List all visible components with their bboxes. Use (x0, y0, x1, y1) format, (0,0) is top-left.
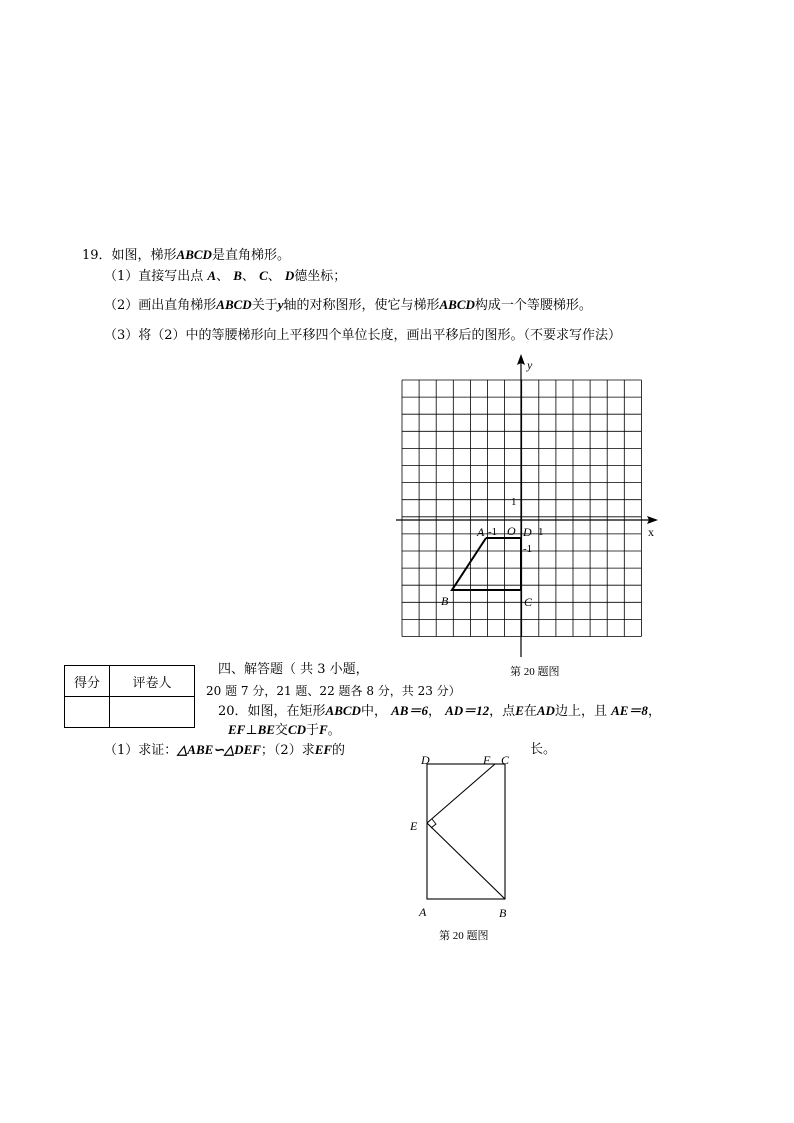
fig20-caption: 第 20 题图 (439, 930, 489, 942)
q19-point-b: B (233, 268, 242, 283)
q20-e: E (515, 703, 524, 718)
q19-sep-2: 、 (241, 269, 255, 284)
q20-perp-symbol: ⊥ (245, 723, 258, 738)
q20-be: BE (257, 722, 275, 737)
x-axis-label: x (648, 525, 654, 539)
q19-head-tail: 是直角梯形。 (211, 248, 290, 263)
q20-f: F (319, 722, 328, 737)
q20-ab: AB＝6 (391, 703, 428, 718)
q20-line1 (218, 703, 661, 720)
q19-trapezoid-name: ABCD (176, 247, 212, 262)
q19-p2-prefix: （2）画出直角梯形 (104, 298, 217, 313)
rect-a-label: A (419, 905, 427, 919)
grader-header: 评卷人 (110, 666, 195, 697)
point-a-label: A (477, 525, 485, 539)
q20-period: 。 (327, 723, 341, 738)
trapezoid-abcd (452, 538, 521, 590)
q20-ef: EF (228, 722, 246, 737)
q19-p2-post: 构成一个等腰梯形。 (474, 298, 592, 313)
q19-head: 19．如图，梯形 (82, 248, 177, 263)
grader-cell[interactable] (110, 697, 195, 728)
section4-subtitle: 20 题 7 分，21 题、22 题各 8 分，共 23 分） (206, 684, 461, 698)
score-table (64, 665, 195, 728)
q19-grid-figure (390, 352, 670, 682)
q19-p1-post: 德坐标； (294, 269, 347, 284)
q20-rectangle-figure (400, 750, 530, 945)
x-tick-1: 1 (538, 526, 544, 538)
q19-part1 (104, 268, 346, 285)
q19-p2-mid2: 轴的对称图形，使它与梯形 (283, 298, 440, 313)
q19-part3: （3）将（2）中的等腰梯形向上平移四个单位长度，画出平移后的图形。（不要求写作法） (104, 328, 622, 343)
q20-mid4: 边上，且 (554, 704, 607, 719)
score-cell[interactable] (65, 697, 110, 728)
q19-p2-mid: 关于 (251, 298, 278, 313)
rect-f-label: F (483, 753, 491, 767)
q19-sep-1: 、 (216, 269, 230, 284)
point-b-label: B (441, 594, 449, 608)
q20-end1: ， (647, 704, 661, 719)
q20-mid1: 中， (360, 704, 387, 719)
q20-part2: ；（2）求 (260, 743, 315, 758)
q20-mid3: 在 (523, 704, 537, 719)
q20-rect-name: ABCD (325, 703, 361, 718)
origin-label: O (507, 524, 516, 538)
q20-ad: AD＝12 (445, 703, 490, 718)
right-angle-mark-icon (431, 819, 436, 828)
y-tick-neg1: -1 (523, 543, 533, 555)
q19-point-a: A (207, 268, 217, 283)
q20-chang: 长。 (530, 742, 557, 757)
q19-title (82, 247, 290, 264)
q19-p2-y: y (277, 297, 284, 312)
segment-eb (427, 823, 505, 899)
q20-ae: AE＝8 (611, 703, 648, 718)
q20-line3 (104, 742, 345, 759)
grid-lines (402, 380, 641, 637)
point-d-label: D (523, 525, 532, 539)
q20-yu: 于 (306, 723, 320, 738)
q20-jiao: 交 (274, 723, 288, 738)
q20-similarity: △ABE∽△DEF (177, 742, 261, 757)
y-axis-label: y (527, 358, 533, 372)
q19-p2-name: ABCD (216, 297, 252, 312)
q19-part2 (104, 297, 592, 314)
y-tick-1: 1 (511, 496, 517, 508)
q20-ad2: AD (536, 703, 555, 718)
rectangle-abcd (427, 764, 505, 899)
q19-sep-3: 、 (267, 269, 281, 284)
section4-title: 四、解答题（ 共 3 小题， (218, 662, 369, 677)
q19-point-d: D (284, 268, 295, 283)
q20-comma-1: ， (427, 704, 441, 719)
q20-part1: （1）求证： (104, 743, 178, 758)
rect-d-label: D (421, 753, 430, 767)
q20-ef2: EF (314, 742, 333, 757)
rect-c-label: C (501, 753, 510, 767)
q19-p1-prefix: （1）直接写出点 (104, 269, 204, 284)
q20-mid2: ，点 (489, 704, 516, 719)
q19-p2-name2: ABCD (439, 297, 475, 312)
q20-number: 20．如图，在矩形 (218, 704, 326, 719)
point-c-label: C (524, 595, 533, 609)
q19-point-c: C (259, 268, 268, 283)
x-tick-neg1: -1 (488, 526, 498, 538)
fig19-caption: 第 20 题图 (510, 666, 560, 678)
rect-e-label: E (410, 819, 418, 833)
q20-cd: CD (287, 722, 306, 737)
rect-b-label: B (499, 906, 507, 920)
q20-line2 (228, 722, 341, 739)
score-header: 得分 (65, 666, 110, 697)
q20-de: 的 (332, 743, 346, 758)
segment-ef (427, 764, 495, 823)
